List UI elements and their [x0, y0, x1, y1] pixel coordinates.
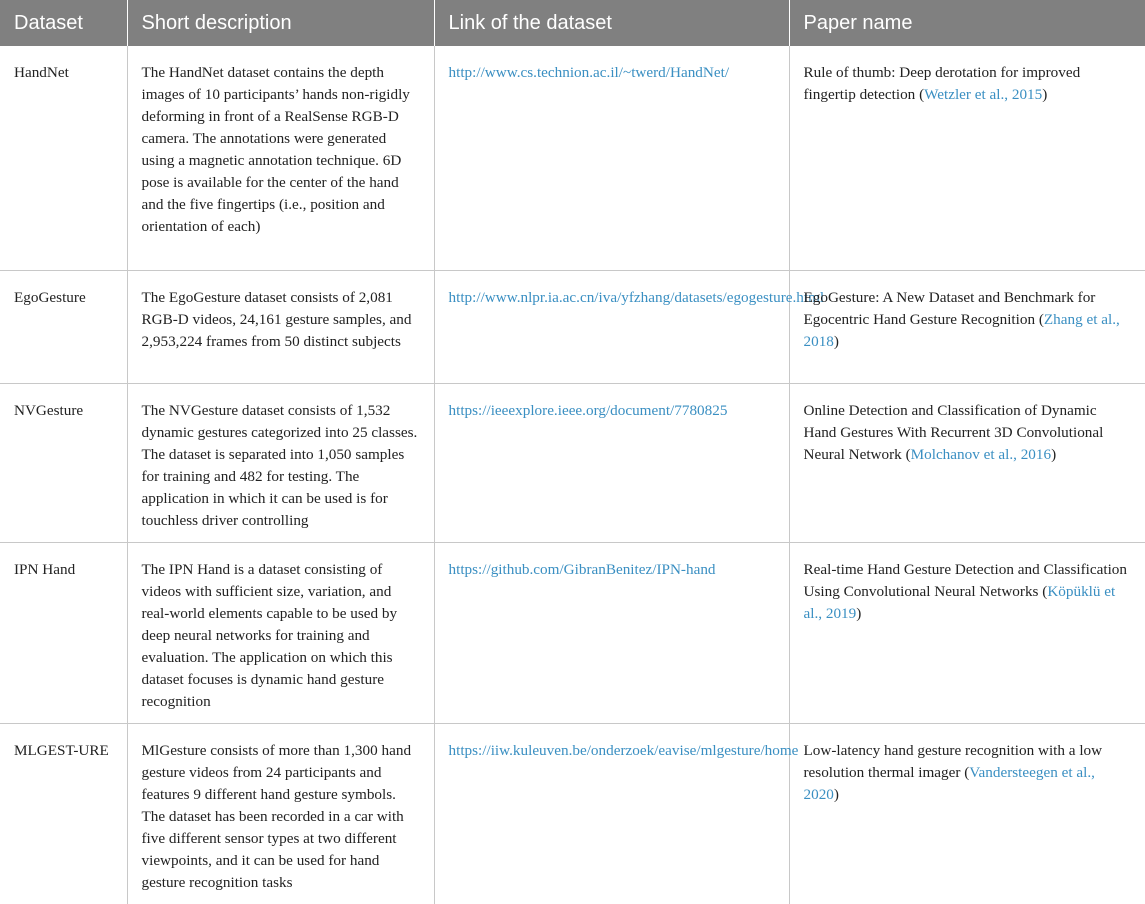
- table-row: [0, 383, 1145, 542]
- dataset-link-cell: [434, 46, 789, 270]
- dataset-link[interactable]: https://iiw.kuleuven.be/onderzoek/eavise/mlgesture/home: [448, 741, 799, 759]
- citation-close: ): [1051, 445, 1057, 463]
- citation-link[interactable]: Köpüklü et al., 2019: [803, 582, 1116, 622]
- table-row: [0, 723, 1145, 904]
- dataset-description: The EgoGesture dataset consists of 2,081 RGB-D videos, 24,161 gesture samples, and 2,953,224 frames from 50 distinct subjects: [127, 270, 434, 383]
- paper-name-cell: [789, 46, 1145, 270]
- citation-open: (: [964, 763, 970, 781]
- paper-name-cell: [789, 270, 1145, 383]
- dataset-name: IPN Hand: [0, 542, 127, 723]
- header-row: [0, 0, 1145, 46]
- table-body: [0, 46, 1145, 904]
- paper-title: EgoGesture: A New Dataset and Benchmark for Egocentric Hand Gesture Recognition: [803, 288, 1096, 328]
- paper-title: Real-time Hand Gesture Detection and Classification Using Convolutional Neural Networks: [803, 560, 1127, 600]
- citation-link[interactable]: Wetzler et al., 2015: [924, 86, 1043, 103]
- table-row: [0, 270, 1145, 383]
- dataset-link[interactable]: http://www.nlpr.ia.ac.cn/iva/yfzhang/datasets/egogesture.html: [448, 288, 825, 306]
- citation-link[interactable]: Vandersteegen et al., 2020: [803, 763, 1095, 803]
- citation-close: ): [1042, 86, 1048, 103]
- dataset-link-cell: [434, 723, 799, 904]
- paper-title: Online Detection and Classification of Dynamic Hand Gestures With Recurrent 3D Convolutional Neural Network: [803, 401, 1104, 463]
- citation-close: ): [833, 332, 839, 350]
- dataset-link[interactable]: http://www.cs.technion.ac.il/~twerd/HandNet/: [448, 64, 730, 81]
- paper-name-cell: [789, 542, 1145, 723]
- dataset-name: NVGesture: [0, 383, 127, 542]
- paper-name-cell: [789, 383, 1145, 542]
- dataset-link[interactable]: https://ieeexplore.ieee.org/document/7780825: [448, 401, 728, 419]
- dataset-link-cell: [434, 542, 789, 723]
- header-dataset: Dataset: [0, 0, 127, 46]
- citation-close: ): [833, 785, 839, 803]
- header-link: Link of the dataset: [434, 0, 789, 46]
- citation-link[interactable]: Molchanov et al., 2016: [910, 445, 1052, 463]
- header-short-description: Short description: [127, 0, 434, 46]
- paper-name-cell: [789, 723, 1145, 904]
- dataset-description: The IPN Hand is a dataset consisting of videos with sufficient size, variation, and real-world elements capable to be used by deep neural networks for training and evaluation. The application on which this dataset focuses is dynamic hand gesture recognition: [127, 542, 434, 723]
- dataset-name: HandNet: [0, 46, 127, 270]
- dataset-name: EgoGesture: [0, 270, 127, 383]
- citation-close: ): [856, 604, 862, 622]
- dataset-description: The HandNet dataset contains the depth images of 10 participants’ hands non-rigidly deforming in front of a RealSense RGB-D camera. The annotations were generated using a magnetic annotation technique. 6D pose is available for the center of the hand and the five fingertips (i.e., position and orientation of each): [127, 46, 434, 270]
- dataset-description: MlGesture consists of more than 1,300 hand gesture videos from 24 participants and features 9 different hand gesture symbols. The dataset has been recorded in a car with five different sensor types at two different viewpoints, and it can be used for hand gesture recognition tasks: [127, 723, 434, 904]
- dataset-link-cell: [434, 270, 825, 383]
- citation-open: (: [905, 445, 911, 463]
- citation-open: (: [919, 86, 925, 103]
- paper-title: Rule of thumb: Deep derotation for improved fingertip detection: [803, 64, 1081, 103]
- paper-title: Low-latency hand gesture recognition with a low resolution thermal imager: [803, 741, 1103, 781]
- header-paper-name: Paper name: [789, 0, 1145, 46]
- dataset-name: MLGEST-URE: [0, 723, 127, 904]
- citation-open: (: [1038, 310, 1044, 328]
- table-row: [0, 46, 1145, 270]
- citation-open: (: [1042, 582, 1048, 600]
- table-header: [0, 0, 1145, 46]
- citation-link[interactable]: Zhang et al., 2018: [803, 310, 1120, 350]
- table-row: [0, 542, 1145, 723]
- dataset-link-cell: [434, 383, 789, 542]
- dataset-description: The NVGesture dataset consists of 1,532 dynamic gestures categorized into 25 classes. The dataset is separated into 1,050 samples for training and 482 for testing. The application in which it can be used is for touchless driver controlling: [127, 383, 434, 542]
- dataset-link[interactable]: https://github.com/GibranBenitez/IPN-hand: [448, 560, 716, 578]
